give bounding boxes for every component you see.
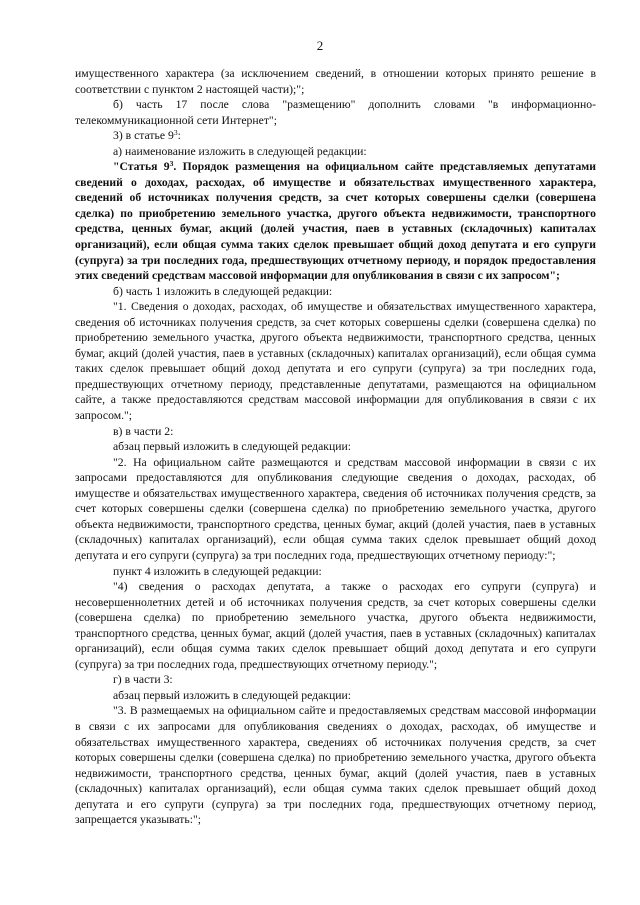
document-body: [75, 66, 596, 828]
paragraph-subitem-b: б) часть 1 изложить в следующей редакции:: [113, 284, 333, 298]
paragraph-subitem-v: в) в части 2:: [113, 424, 174, 438]
paragraph-subitem-g: г) в части 3:: [113, 673, 173, 687]
paragraph-part-2-text: "2. На официальном сайте размещаются и средствам массовой информации в связи с их запросами предоставляются для опубликования следующие сведения о доходах, расходах, об имуществе и обязательствах имущественного характера, сведения об источниках получения средств, за счет которых совершены сделки (совершена сделка) по приобретению земельного участка, другого объекта недвижимости, транспортного средства, ценных бумаг, акций (долей участия, паев в уставных (складочных) капиталах организаций), если общая сумма таких сделок превышает общий доход депутата и его супруги (супруга) за три последних года, предшествующих отчетному периоду:";: [75, 455, 596, 562]
superscript: 3: [169, 159, 174, 169]
paragraph-item-3-article: [75, 128, 596, 144]
paragraph-amendment-b-part-17: б) часть 17 после слова "размещению" дополнить словами "в информационно-телекоммуникационной сети Интернет";: [75, 98, 596, 127]
article-title-bold: [75, 159, 596, 283]
paragraph-abzac-first-2: абзац первый изложить в следующей редакции:: [113, 688, 351, 702]
paragraph-subitem-a: а) наименование изложить в следующей редакции:: [113, 144, 367, 158]
item-3-text: 3) в статье 9: [113, 129, 174, 143]
paragraph-part-3-text: "3. В размещаемых на официальном сайте и предоставляемых средствам массовой информации в связи с их запросами для опубликования сведениях о доходах, расходах, об имуществе и обязательствах имущественного характера, сведениях об источниках получения средств, за счет которых совершены сделки (совершена сделка) по приобретению земельного участка, другого объекта недвижимости, транспортного средства, ценных бумаг, акций (долей участия, паев в уставных (складочных) капиталах организаций), если общая сумма таких сделок превышает общий доход депутата и его супруги (супруга) за три последних года, предшествующих отчетному период, запрещается указывать:";: [75, 704, 596, 827]
paragraph-part-1-text: "1. Сведения о доходах, расходах, об имуществе и обязательствах имущественного характера, сведения об источниках получения средств, за счет которых совершены сделки (совершена сделка) по приобретению земельного участка, другого объекта недвижимости, транспортного средства, ценных бумаг, акций (долей участия, паев в уставных (складочных) капиталах организаций), если общая сумма таких сделок превышает общий доход депутата и его супруги (супруга) за три последних года, предшествующих отчетному периоду, представленные депутатами, размещаются на официальном сайте, а также предоставляются средствам массовой информации для опубликования в связи с их запросом.";: [75, 300, 596, 423]
article-title-start: "Статья 9: [113, 160, 170, 174]
paragraph-point-4-text: "4) сведения о расходах депутата, а также о расходах его супруги (супруга) и несовершеннолетних детей и об источниках получения средств, за счет которых совершены сделки (совершена сделка) по приобретению земельного участка, другого объекта недвижимости, транспортного средства, ценных бумаг, акций (долей участия, паев в уставных (складочных) капиталах организаций), если общая сумма таких сделок превышает общий доход депутата и его супруги (супруга) за три последних года, предшествующих отчетному периоду.";: [75, 580, 596, 671]
paragraph-continuation: имущественного характера (за исключением сведений, в отношении которых принято решение в соответствии с пунктом 2 настоящей части);";: [75, 67, 596, 96]
item-3-colon: :: [177, 129, 181, 143]
article-title-rest: . Порядок размещения на официальном сайте представляемых депутатами сведений о доходах, расходах, об имуществе и обязательствах имущественного характера, сведений об источниках получения средств, за счет которых совершены сделки (совершена сделка) по приобретению земельного участка, другого объекта недвижимости, транспортного средства, ценных бумаг, акций (долей участия, паев в уставных (складочных) капиталах организаций), если общая сумма таких сделок превышает общий доход депутата и его супруги (супруга) за три последних года, предшествующих отчетному периоду, и порядок предоставления этих сведений средствам массовой информации для опубликования в связи с их запросом";: [75, 160, 596, 283]
paragraph-point-4: пункт 4 изложить в следующей редакции:: [113, 564, 322, 578]
superscript: 3: [173, 128, 178, 138]
paragraph-abzac-first: абзац первый изложить в следующей редакции:: [113, 440, 351, 454]
page-number: 2: [316, 38, 324, 53]
